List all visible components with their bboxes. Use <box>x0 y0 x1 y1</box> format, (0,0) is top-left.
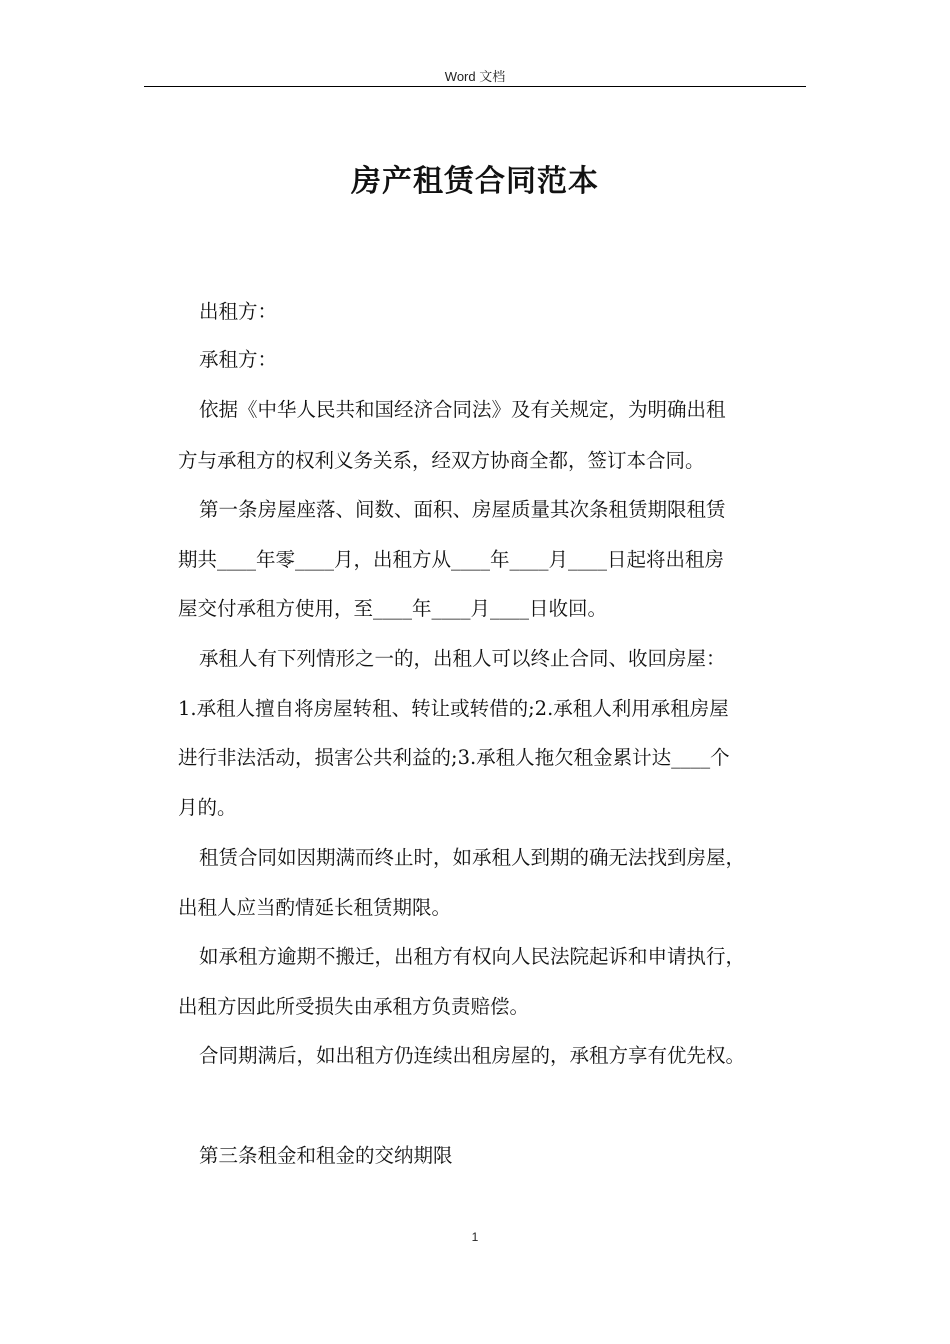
paragraph-line: 月的。 <box>178 796 237 819</box>
paragraph-line: 进行非法活动，损害公共利益的;3.承租人拖欠租金累计达____个 <box>178 746 730 769</box>
paragraph-line: 出租人应当酌情延长租赁期限。 <box>178 896 452 919</box>
lessor-line: 出租方： <box>199 300 278 323</box>
header-rule <box>144 86 806 87</box>
page-header: Word 文档 <box>444 69 506 84</box>
page-number: 1 <box>471 1230 479 1244</box>
section-heading: 第三条租金和租金的交纳期限 <box>199 1144 453 1167</box>
paragraph-line: 合同期满后，如出租方仍连续出租房屋的，承租方享有优先权。 <box>199 1044 746 1067</box>
paragraph-line: 1.承租人擅自将房屋转租、转让或转借的;2.承租人利用承租房屋 <box>178 697 729 720</box>
paragraph-line: 承租人有下列情形之一的，出租人可以终止合同、收回房屋： <box>199 647 726 670</box>
document-title: 房产租赁合同范本 <box>351 164 599 199</box>
paragraph-line: 方与承租方的权利义务关系，经双方协商全都，签订本合同。 <box>178 449 705 472</box>
paragraph-line: 依据《中华人民共和国经济合同法》及有关规定，为明确出租 <box>199 398 726 421</box>
paragraph-line: 第一条房屋座落、间数、面积、房屋质量其次条租赁期限租赁 <box>199 498 726 521</box>
paragraph-line: 租赁合同如因期满而终止时，如承租人到期的确无法找到房屋， <box>199 846 746 869</box>
lessee-line: 承租方： <box>199 348 278 371</box>
paragraph-line: 如承租方逾期不搬迁，出租方有权向人民法院起诉和申请执行， <box>199 945 746 968</box>
paragraph-line: 出租方因此所受损失由承租方负责赔偿。 <box>178 995 530 1018</box>
paragraph-line: 屋交付承租方使用，至____年____月____日收回。 <box>178 597 608 620</box>
paragraph-line: 期共____年零____月，出租方从____年____月____日起将出租房 <box>178 548 725 571</box>
